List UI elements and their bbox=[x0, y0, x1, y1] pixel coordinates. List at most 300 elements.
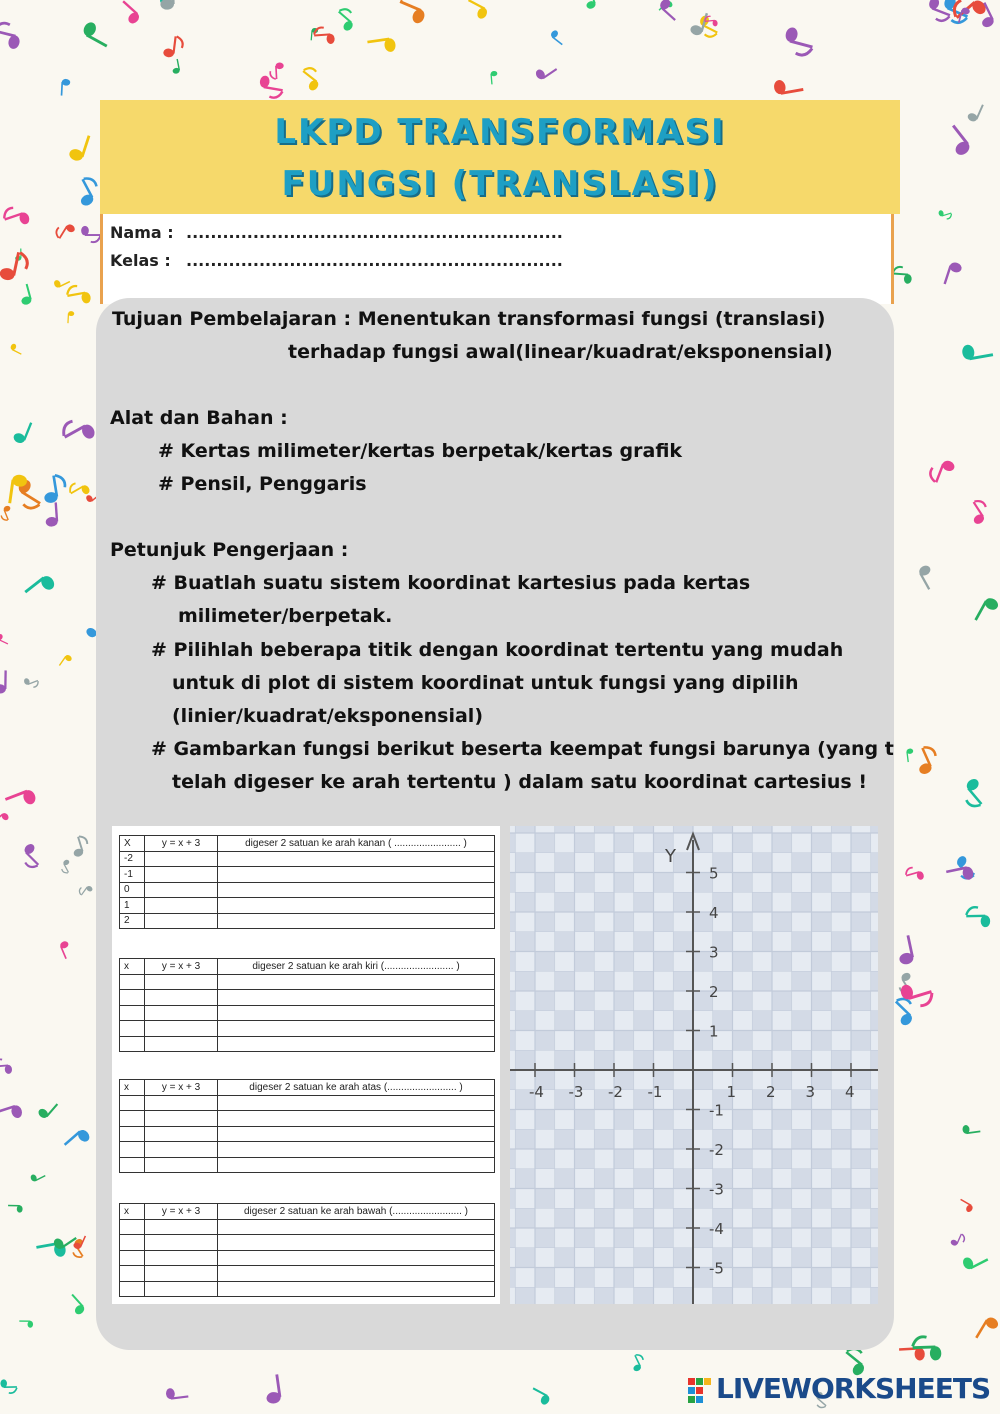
y-cell[interactable] bbox=[145, 1157, 218, 1173]
table-row bbox=[120, 974, 495, 990]
x-cell[interactable] bbox=[120, 990, 145, 1006]
grid-cell bbox=[673, 1169, 693, 1189]
grid-cell bbox=[555, 826, 575, 833]
grid-cell bbox=[535, 1149, 555, 1169]
music-note-icon bbox=[59, 654, 73, 670]
grid-cell bbox=[851, 991, 871, 1011]
grid-cell bbox=[634, 1129, 654, 1149]
y-cell[interactable] bbox=[145, 882, 218, 898]
grid-cell bbox=[792, 1248, 812, 1268]
music-note-icon bbox=[66, 284, 92, 307]
grid-cell bbox=[851, 1110, 871, 1130]
grid-cell bbox=[510, 991, 515, 1011]
music-note-icon bbox=[529, 1387, 552, 1406]
shift-cell[interactable] bbox=[218, 1219, 495, 1235]
col-function-header: y = x + 3 bbox=[145, 1080, 218, 1096]
y-tick-label: -1 bbox=[709, 1101, 724, 1120]
liveworksheets-logo bbox=[688, 1372, 990, 1408]
table-row bbox=[120, 1157, 495, 1173]
grid-cell bbox=[594, 853, 614, 873]
music-note-icon bbox=[53, 275, 70, 289]
music-note-icon bbox=[892, 266, 912, 284]
grid-cell bbox=[733, 1031, 753, 1051]
grid-cell bbox=[575, 991, 595, 1011]
grid-cell bbox=[812, 873, 832, 893]
x-tick-label: -3 bbox=[568, 1083, 584, 1101]
x-cell[interactable] bbox=[120, 1266, 145, 1282]
grid-cell bbox=[851, 1189, 871, 1209]
table-row bbox=[120, 1036, 495, 1052]
petunjuk-line: # Pilihlah beberapa titik dengan koordinat tertentu yang mudah bbox=[151, 639, 844, 661]
music-note-icon bbox=[534, 61, 557, 81]
y-tick-label: -4 bbox=[709, 1220, 724, 1238]
grid-cell bbox=[555, 892, 575, 912]
x-cell: 2 bbox=[120, 913, 145, 929]
y-tick-label: -5 bbox=[709, 1259, 724, 1278]
grid-cell bbox=[594, 932, 614, 952]
x-tick-label: -1 bbox=[647, 1083, 663, 1101]
grid-cell bbox=[614, 1189, 634, 1209]
music-note-icon bbox=[9, 343, 24, 355]
grid-cell bbox=[575, 952, 595, 972]
grid-cell bbox=[510, 873, 515, 893]
y-cell[interactable] bbox=[145, 867, 218, 883]
grid-cell bbox=[654, 873, 674, 893]
music-note-icon bbox=[61, 79, 71, 96]
y-cell[interactable] bbox=[145, 1266, 218, 1282]
music-note-icon bbox=[54, 220, 76, 243]
tables-area bbox=[112, 826, 500, 1304]
grid-cell bbox=[634, 1248, 654, 1268]
grid-cell bbox=[752, 892, 772, 912]
grid-cell bbox=[515, 1169, 535, 1189]
music-note-icon bbox=[957, 1199, 974, 1214]
grid-cell bbox=[733, 873, 753, 893]
grid-cell bbox=[515, 1208, 535, 1228]
grid-cell bbox=[654, 1189, 674, 1209]
grid-cell bbox=[555, 1208, 575, 1228]
y-cell[interactable] bbox=[145, 990, 218, 1006]
col-function-header: y = x + 3 bbox=[145, 836, 218, 852]
music-note-icon bbox=[81, 20, 114, 47]
grid-cell bbox=[510, 952, 515, 972]
grid-cell bbox=[634, 971, 654, 991]
grid-cell bbox=[831, 1129, 851, 1149]
table-row bbox=[120, 851, 495, 867]
music-note-icon bbox=[781, 26, 816, 57]
grid-cell bbox=[515, 826, 535, 833]
shift-cell[interactable] bbox=[218, 974, 495, 990]
grid-cell bbox=[673, 853, 693, 873]
grid-cell bbox=[594, 1208, 614, 1228]
shift-cell[interactable] bbox=[218, 1036, 495, 1052]
x-cell[interactable] bbox=[120, 1157, 145, 1173]
y-cell[interactable] bbox=[145, 913, 218, 929]
music-note-icon bbox=[917, 564, 939, 590]
grid-cell bbox=[752, 932, 772, 952]
shift-cell[interactable] bbox=[218, 1235, 495, 1251]
table-kanan bbox=[119, 835, 495, 929]
shift-cell[interactable] bbox=[218, 867, 495, 883]
shift-cell[interactable] bbox=[218, 1111, 495, 1127]
grid-cell bbox=[772, 1149, 792, 1169]
tujuan-line-1: Tujuan Pembelajaran : Menentukan transformasi fungsi (translasi) bbox=[112, 308, 826, 330]
y-cell[interactable] bbox=[145, 1005, 218, 1021]
col-function-header: y = x + 3 bbox=[145, 959, 218, 975]
table-header-row bbox=[120, 959, 495, 975]
grid-cell bbox=[772, 873, 792, 893]
grid-cell bbox=[634, 1050, 654, 1070]
nama-blank[interactable]: .............................................................. bbox=[186, 223, 563, 242]
music-note-icon bbox=[37, 1098, 58, 1120]
grid-cell bbox=[812, 1149, 832, 1169]
grid-cell bbox=[634, 1011, 654, 1031]
y-cell[interactable] bbox=[145, 974, 218, 990]
music-note-icon bbox=[297, 65, 325, 92]
grid-cell bbox=[673, 892, 693, 912]
y-cell[interactable] bbox=[145, 1142, 218, 1158]
grid-cell bbox=[575, 1268, 595, 1288]
grid-cell bbox=[535, 991, 555, 1011]
music-note-icon bbox=[965, 498, 992, 526]
table-row bbox=[120, 1005, 495, 1021]
music-note-icon bbox=[160, 0, 184, 10]
y-cell[interactable] bbox=[145, 1250, 218, 1266]
grid-cell bbox=[515, 932, 535, 952]
shift-cell[interactable] bbox=[218, 1095, 495, 1111]
y-tick-label: -3 bbox=[709, 1180, 724, 1199]
grid-cell bbox=[614, 833, 634, 853]
grid-cell bbox=[634, 826, 654, 833]
grid-cell bbox=[673, 1248, 693, 1268]
music-note-icon bbox=[23, 675, 40, 690]
cartesian-grid[interactable] bbox=[510, 826, 878, 1304]
grid-cell bbox=[871, 1011, 878, 1031]
grid-cell bbox=[772, 1228, 792, 1248]
grid-cell bbox=[733, 1110, 753, 1130]
grid-cell bbox=[535, 873, 555, 893]
grid-cell bbox=[693, 1070, 713, 1090]
grid-cell bbox=[752, 1129, 772, 1149]
petunjuk-line: milimeter/berpetak. bbox=[178, 605, 393, 627]
grid-cell bbox=[515, 1129, 535, 1149]
shift-cell[interactable] bbox=[218, 1005, 495, 1021]
grid-cell bbox=[614, 952, 634, 972]
grid-cell bbox=[851, 1268, 871, 1288]
grid-cell bbox=[510, 1110, 515, 1130]
music-note-icon bbox=[658, 0, 683, 21]
music-note-icon bbox=[950, 1231, 966, 1248]
x-cell[interactable] bbox=[120, 1095, 145, 1111]
grid-cell bbox=[851, 873, 871, 893]
grid-cell bbox=[654, 912, 674, 932]
grid-cell bbox=[634, 1287, 654, 1304]
grid-cell bbox=[752, 826, 772, 833]
x-cell[interactable] bbox=[120, 1219, 145, 1235]
y-cell[interactable] bbox=[145, 1021, 218, 1037]
grid-cell bbox=[871, 1090, 878, 1110]
petunjuk-heading: Petunjuk Pengerjaan : bbox=[110, 539, 349, 561]
music-note-icon bbox=[72, 175, 103, 208]
shift-cell[interactable] bbox=[218, 1250, 495, 1266]
grid-cell bbox=[555, 971, 575, 991]
music-note-icon bbox=[395, 0, 431, 25]
y-cell[interactable] bbox=[145, 1036, 218, 1052]
grid-cell bbox=[831, 1011, 851, 1031]
music-note-icon bbox=[773, 76, 804, 96]
grid-cell bbox=[871, 826, 878, 833]
grid-cell bbox=[673, 1050, 693, 1070]
shift-cell[interactable] bbox=[218, 1142, 495, 1158]
grid-cell bbox=[614, 991, 634, 1011]
grid-cell bbox=[772, 833, 792, 853]
grid-cell bbox=[535, 833, 555, 853]
x-cell[interactable] bbox=[120, 1126, 145, 1142]
grid-cell bbox=[871, 1208, 878, 1228]
x-cell[interactable] bbox=[120, 1142, 145, 1158]
music-note-icon bbox=[59, 940, 74, 959]
grid-cell bbox=[535, 912, 555, 932]
table-row bbox=[120, 1266, 495, 1282]
x-cell[interactable] bbox=[120, 1235, 145, 1251]
shift-cell[interactable] bbox=[218, 990, 495, 1006]
music-note-icon bbox=[895, 935, 915, 965]
grid-cell bbox=[510, 1228, 515, 1248]
grid-cell bbox=[733, 1149, 753, 1169]
y-cell[interactable] bbox=[145, 851, 218, 867]
grid-cell bbox=[555, 1129, 575, 1149]
x-cell[interactable] bbox=[120, 1005, 145, 1021]
shift-cell[interactable] bbox=[218, 851, 495, 867]
grid-cell bbox=[673, 1208, 693, 1228]
x-tick-label: 4 bbox=[845, 1083, 855, 1101]
shift-cell[interactable] bbox=[218, 1266, 495, 1282]
grid-cell bbox=[555, 1169, 575, 1189]
grid-cell bbox=[752, 1169, 772, 1189]
y-tick-label: 1 bbox=[709, 1022, 719, 1041]
grid-cell bbox=[831, 1208, 851, 1228]
music-note-icon bbox=[961, 1249, 988, 1271]
petunjuk-line: telah digeser ke arah tertentu ) dalam satu koordinat cartesius ! bbox=[172, 771, 868, 793]
table-row bbox=[120, 898, 495, 914]
col-shift-header: digeser 2 satuan ke arah atas (......................... ) bbox=[218, 1080, 495, 1096]
col-x-header: X bbox=[120, 836, 145, 852]
music-note-icon bbox=[270, 62, 285, 79]
grid-cell bbox=[515, 1248, 535, 1268]
grid-cell bbox=[812, 1189, 832, 1209]
music-note-icon bbox=[0, 1103, 24, 1124]
grid-cell bbox=[752, 1248, 772, 1268]
grid-cell bbox=[515, 892, 535, 912]
grid-cell bbox=[713, 1287, 733, 1304]
grid-cell bbox=[654, 1228, 674, 1248]
music-note-icon bbox=[171, 59, 181, 74]
y-cell[interactable] bbox=[145, 1219, 218, 1235]
music-note-icon bbox=[17, 842, 45, 870]
grid-cell bbox=[752, 1050, 772, 1070]
col-x-header: x bbox=[120, 959, 145, 975]
y-cell[interactable] bbox=[145, 898, 218, 914]
grid-cell bbox=[594, 892, 614, 912]
y-cell[interactable] bbox=[145, 1281, 218, 1297]
grid-cell bbox=[772, 952, 792, 972]
kelas-blank[interactable]: .............................................................. bbox=[186, 251, 563, 270]
grid-cell bbox=[535, 1031, 555, 1051]
y-cell[interactable] bbox=[145, 1095, 218, 1111]
grid-cell bbox=[851, 1149, 871, 1169]
y-tick-label: 5 bbox=[709, 864, 719, 883]
grid-cell bbox=[535, 952, 555, 972]
grid-cell bbox=[510, 1268, 515, 1288]
grid-cell bbox=[594, 1011, 614, 1031]
music-note-icon bbox=[0, 670, 7, 693]
grid-cell bbox=[812, 912, 832, 932]
grid-cell bbox=[634, 932, 654, 952]
table-atas bbox=[119, 1079, 495, 1173]
nama-label: Nama : bbox=[110, 223, 174, 242]
grid-cell bbox=[812, 833, 832, 853]
nama-row bbox=[110, 223, 563, 242]
grid-cell bbox=[851, 912, 871, 932]
grid-cell bbox=[510, 1070, 515, 1090]
grid-cell bbox=[752, 853, 772, 873]
table-row bbox=[120, 1111, 495, 1127]
x-cell[interactable] bbox=[120, 1036, 145, 1052]
grid-cell bbox=[594, 1248, 614, 1268]
music-note-icon bbox=[946, 865, 974, 884]
y-cell[interactable] bbox=[145, 1235, 218, 1251]
kelas-label: Kelas : bbox=[110, 251, 171, 270]
music-note-icon bbox=[628, 1353, 646, 1373]
grid-cell bbox=[555, 932, 575, 952]
grid-cell bbox=[713, 826, 733, 833]
music-note-icon bbox=[942, 125, 972, 158]
grid-cell bbox=[792, 932, 812, 952]
grid-cell bbox=[673, 971, 693, 991]
grid-cell bbox=[733, 912, 753, 932]
grid-cell bbox=[515, 1287, 535, 1304]
shift-cell[interactable] bbox=[218, 898, 495, 914]
grid-cell bbox=[555, 1248, 575, 1268]
grid-cell bbox=[555, 1011, 575, 1031]
grid-cell bbox=[594, 1287, 614, 1304]
x-cell[interactable] bbox=[120, 1281, 145, 1297]
alat-item: # Kertas milimeter/kertas berpetak/kertas grafik bbox=[158, 440, 683, 462]
music-note-icon bbox=[163, 35, 184, 59]
grid-cell bbox=[555, 1050, 575, 1070]
grid-cell bbox=[673, 1011, 693, 1031]
grid-cell bbox=[733, 833, 753, 853]
y-tick-label: 4 bbox=[709, 904, 719, 922]
petunjuk-line: # Buatlah suatu sistem koordinat kartesius pada kertas bbox=[151, 572, 751, 594]
grid-cell bbox=[871, 1287, 878, 1304]
identity-box bbox=[100, 214, 894, 304]
grid-cell bbox=[654, 1031, 674, 1051]
grid-cell bbox=[594, 1169, 614, 1189]
x-cell: 1 bbox=[120, 898, 145, 914]
grid-cell bbox=[792, 826, 812, 833]
table-header-row bbox=[120, 1204, 495, 1220]
grid-cell bbox=[871, 1169, 878, 1189]
grid-cell bbox=[594, 826, 614, 833]
grid-cell bbox=[614, 1228, 634, 1248]
music-note-icon bbox=[928, 456, 956, 486]
col-function-header: y = x + 3 bbox=[145, 1204, 218, 1220]
grid-cell bbox=[792, 1169, 812, 1189]
grid-cell bbox=[673, 1129, 693, 1149]
petunjuk-line: (linier/kuadrat/eksponensial) bbox=[172, 705, 484, 727]
grid-cell bbox=[535, 1228, 555, 1248]
music-note-icon bbox=[44, 502, 58, 527]
music-note-icon bbox=[0, 21, 23, 50]
x-tick-label: 3 bbox=[805, 1083, 816, 1101]
shift-cell[interactable] bbox=[218, 1157, 495, 1173]
x-cell[interactable] bbox=[120, 1021, 145, 1037]
grid-cell bbox=[654, 1268, 674, 1288]
music-note-icon bbox=[41, 474, 67, 504]
petunjuk-line: untuk di plot di sistem koordinat untuk fungsi yang dipilih bbox=[172, 672, 799, 694]
title-banner bbox=[100, 100, 900, 214]
grid-cell bbox=[792, 1011, 812, 1031]
table-row bbox=[120, 1142, 495, 1158]
table-header-row bbox=[120, 1080, 495, 1096]
shift-cell[interactable] bbox=[218, 882, 495, 898]
y-cell[interactable] bbox=[145, 1126, 218, 1142]
y-axis-label: Y bbox=[665, 846, 676, 867]
grid-cell bbox=[792, 892, 812, 912]
grid-cell bbox=[575, 1149, 595, 1169]
grid-cell bbox=[792, 1129, 812, 1149]
grid-cell bbox=[831, 892, 851, 912]
grid-cell bbox=[871, 853, 878, 873]
grid-cell bbox=[673, 932, 693, 952]
coordinate-plane bbox=[510, 826, 878, 1304]
grid-cell bbox=[515, 853, 535, 873]
grid-cell bbox=[673, 826, 693, 833]
shift-cell[interactable] bbox=[218, 1281, 495, 1297]
x-cell[interactable] bbox=[120, 974, 145, 990]
music-note-icon bbox=[962, 1123, 981, 1134]
y-cell[interactable] bbox=[145, 1111, 218, 1127]
x-cell[interactable] bbox=[120, 1111, 145, 1127]
y-tick-label: 2 bbox=[709, 983, 719, 1001]
x-cell[interactable] bbox=[120, 1250, 145, 1266]
grid-cell bbox=[575, 1110, 595, 1130]
x-tick-label: -4 bbox=[529, 1083, 544, 1101]
table-row bbox=[120, 1281, 495, 1297]
table-row bbox=[120, 913, 495, 929]
table-row bbox=[120, 1235, 495, 1251]
grid-cell bbox=[871, 932, 878, 952]
grid-cell bbox=[851, 952, 871, 972]
logo-icon bbox=[688, 1376, 714, 1404]
grid-cell bbox=[575, 912, 595, 932]
music-note-icon bbox=[12, 419, 32, 445]
grid-cell bbox=[792, 971, 812, 991]
y-tick-label: 3 bbox=[709, 943, 719, 962]
table-row bbox=[120, 1250, 495, 1266]
grid-cell bbox=[831, 1050, 851, 1070]
music-note-icon bbox=[59, 414, 97, 450]
shift-cell[interactable] bbox=[218, 1126, 495, 1142]
music-note-icon bbox=[961, 341, 993, 362]
grid-cell bbox=[733, 1189, 753, 1209]
shift-cell[interactable] bbox=[218, 1021, 495, 1037]
shift-cell[interactable] bbox=[218, 913, 495, 929]
table-bawah bbox=[119, 1203, 495, 1297]
grid-cell bbox=[812, 1228, 832, 1248]
music-note-icon bbox=[966, 907, 990, 928]
